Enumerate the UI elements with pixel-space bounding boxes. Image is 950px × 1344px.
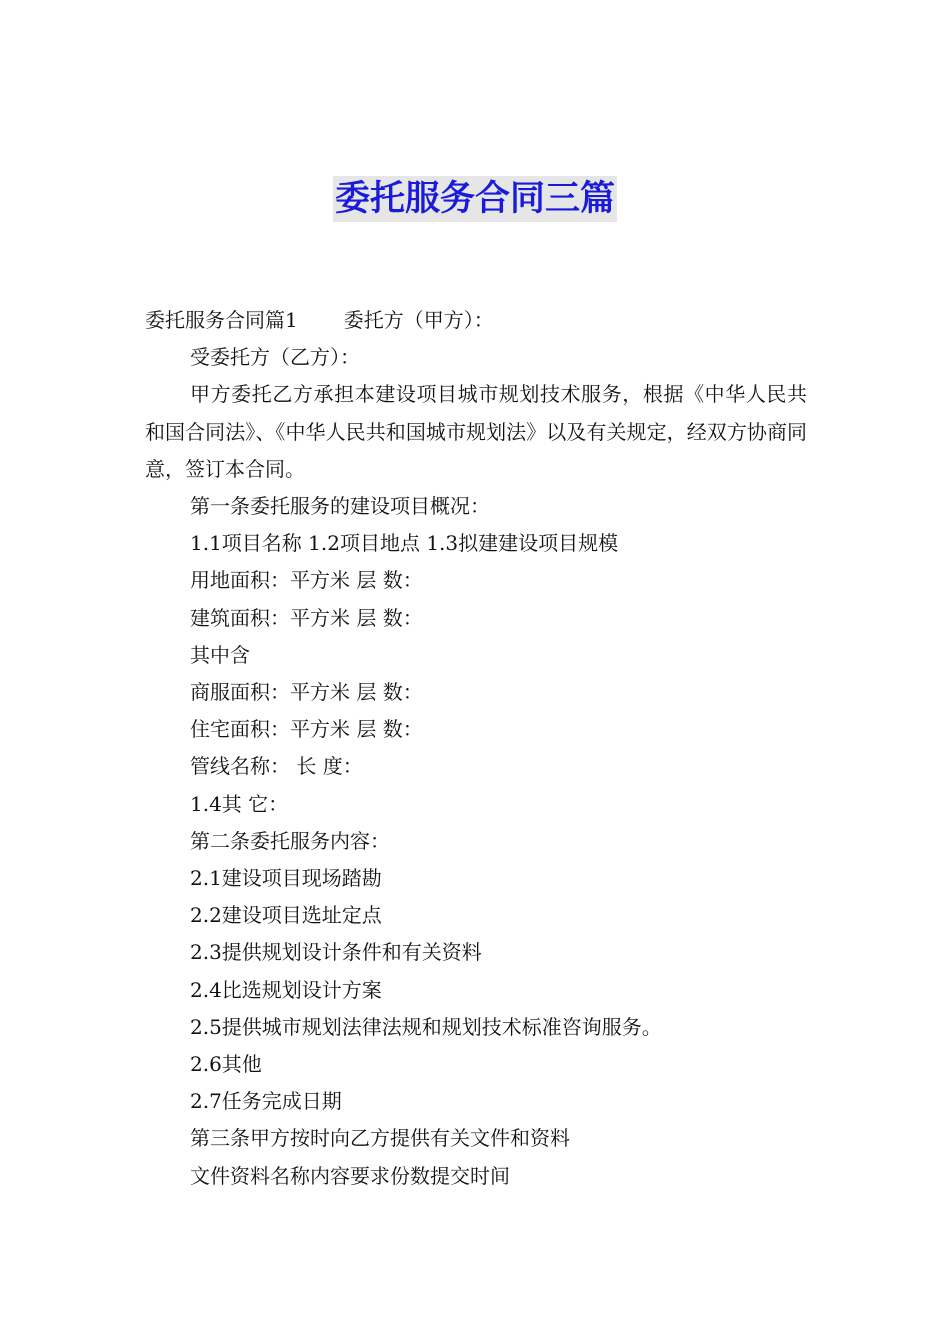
- document-body: [145, 302, 807, 1195]
- article-1-heading: 第一条委托服务的建设项目概况：: [190, 494, 490, 519]
- item-2-7: 2.7任务完成日期: [190, 1089, 342, 1114]
- intro-paragraph: 甲方委托乙方承担本建设项目城市规划技术服务，根据《中华人民共和国合同法》、《中华人民共和国城市规划法》以及有关规定，经双方协商同意，签订本合同。: [145, 382, 807, 481]
- article-2-heading: 第二条委托服务内容：: [190, 828, 390, 853]
- residential-area-line: 住宅面积：平方米 层 数：: [190, 717, 423, 742]
- including-line: 其中含: [190, 642, 250, 667]
- title-container: [0, 176, 950, 222]
- contract-heading-line: [145, 302, 807, 339]
- item-1-1-to-1-3: 1.1项目名称 1.2项目地点 1.3拟建建设项目规模: [190, 531, 619, 556]
- commercial-area-line: 商服面积：平方米 层 数：: [190, 680, 423, 705]
- item-2-5: 2.5提供城市规划法律法规和规划技术标准咨询服务。: [190, 1014, 662, 1039]
- item-2-3: 2.3提供规划设计条件和有关资料: [190, 940, 482, 965]
- pipeline-line: 管线名称： 长 度：: [190, 754, 363, 779]
- document-title: 委托服务合同三篇: [333, 176, 617, 222]
- item-2-1: 2.1建设项目现场踏勘: [190, 866, 382, 891]
- article-3-heading: 第三条甲方按时向乙方提供有关文件和资料: [190, 1126, 570, 1151]
- building-area-line: 建筑面积：平方米 层 数：: [190, 605, 423, 630]
- contract-number-label: 委托服务合同篇1: [145, 308, 298, 332]
- item-2-6: 2.6其他: [190, 1052, 262, 1077]
- item-2-2: 2.2建设项目选址定点: [190, 903, 382, 928]
- party-a-label: 委托方（甲方）：: [343, 308, 494, 332]
- party-b-label: 受委托方（乙方）：: [190, 345, 360, 370]
- documents-table-header: 文件资料名称内容要求份数提交时间: [190, 1163, 510, 1188]
- item-1-4: 1.4其 它：: [190, 791, 289, 816]
- item-2-4: 2.4比选规划设计方案: [190, 977, 382, 1002]
- land-area-line: 用地面积：平方米 层 数：: [190, 568, 423, 593]
